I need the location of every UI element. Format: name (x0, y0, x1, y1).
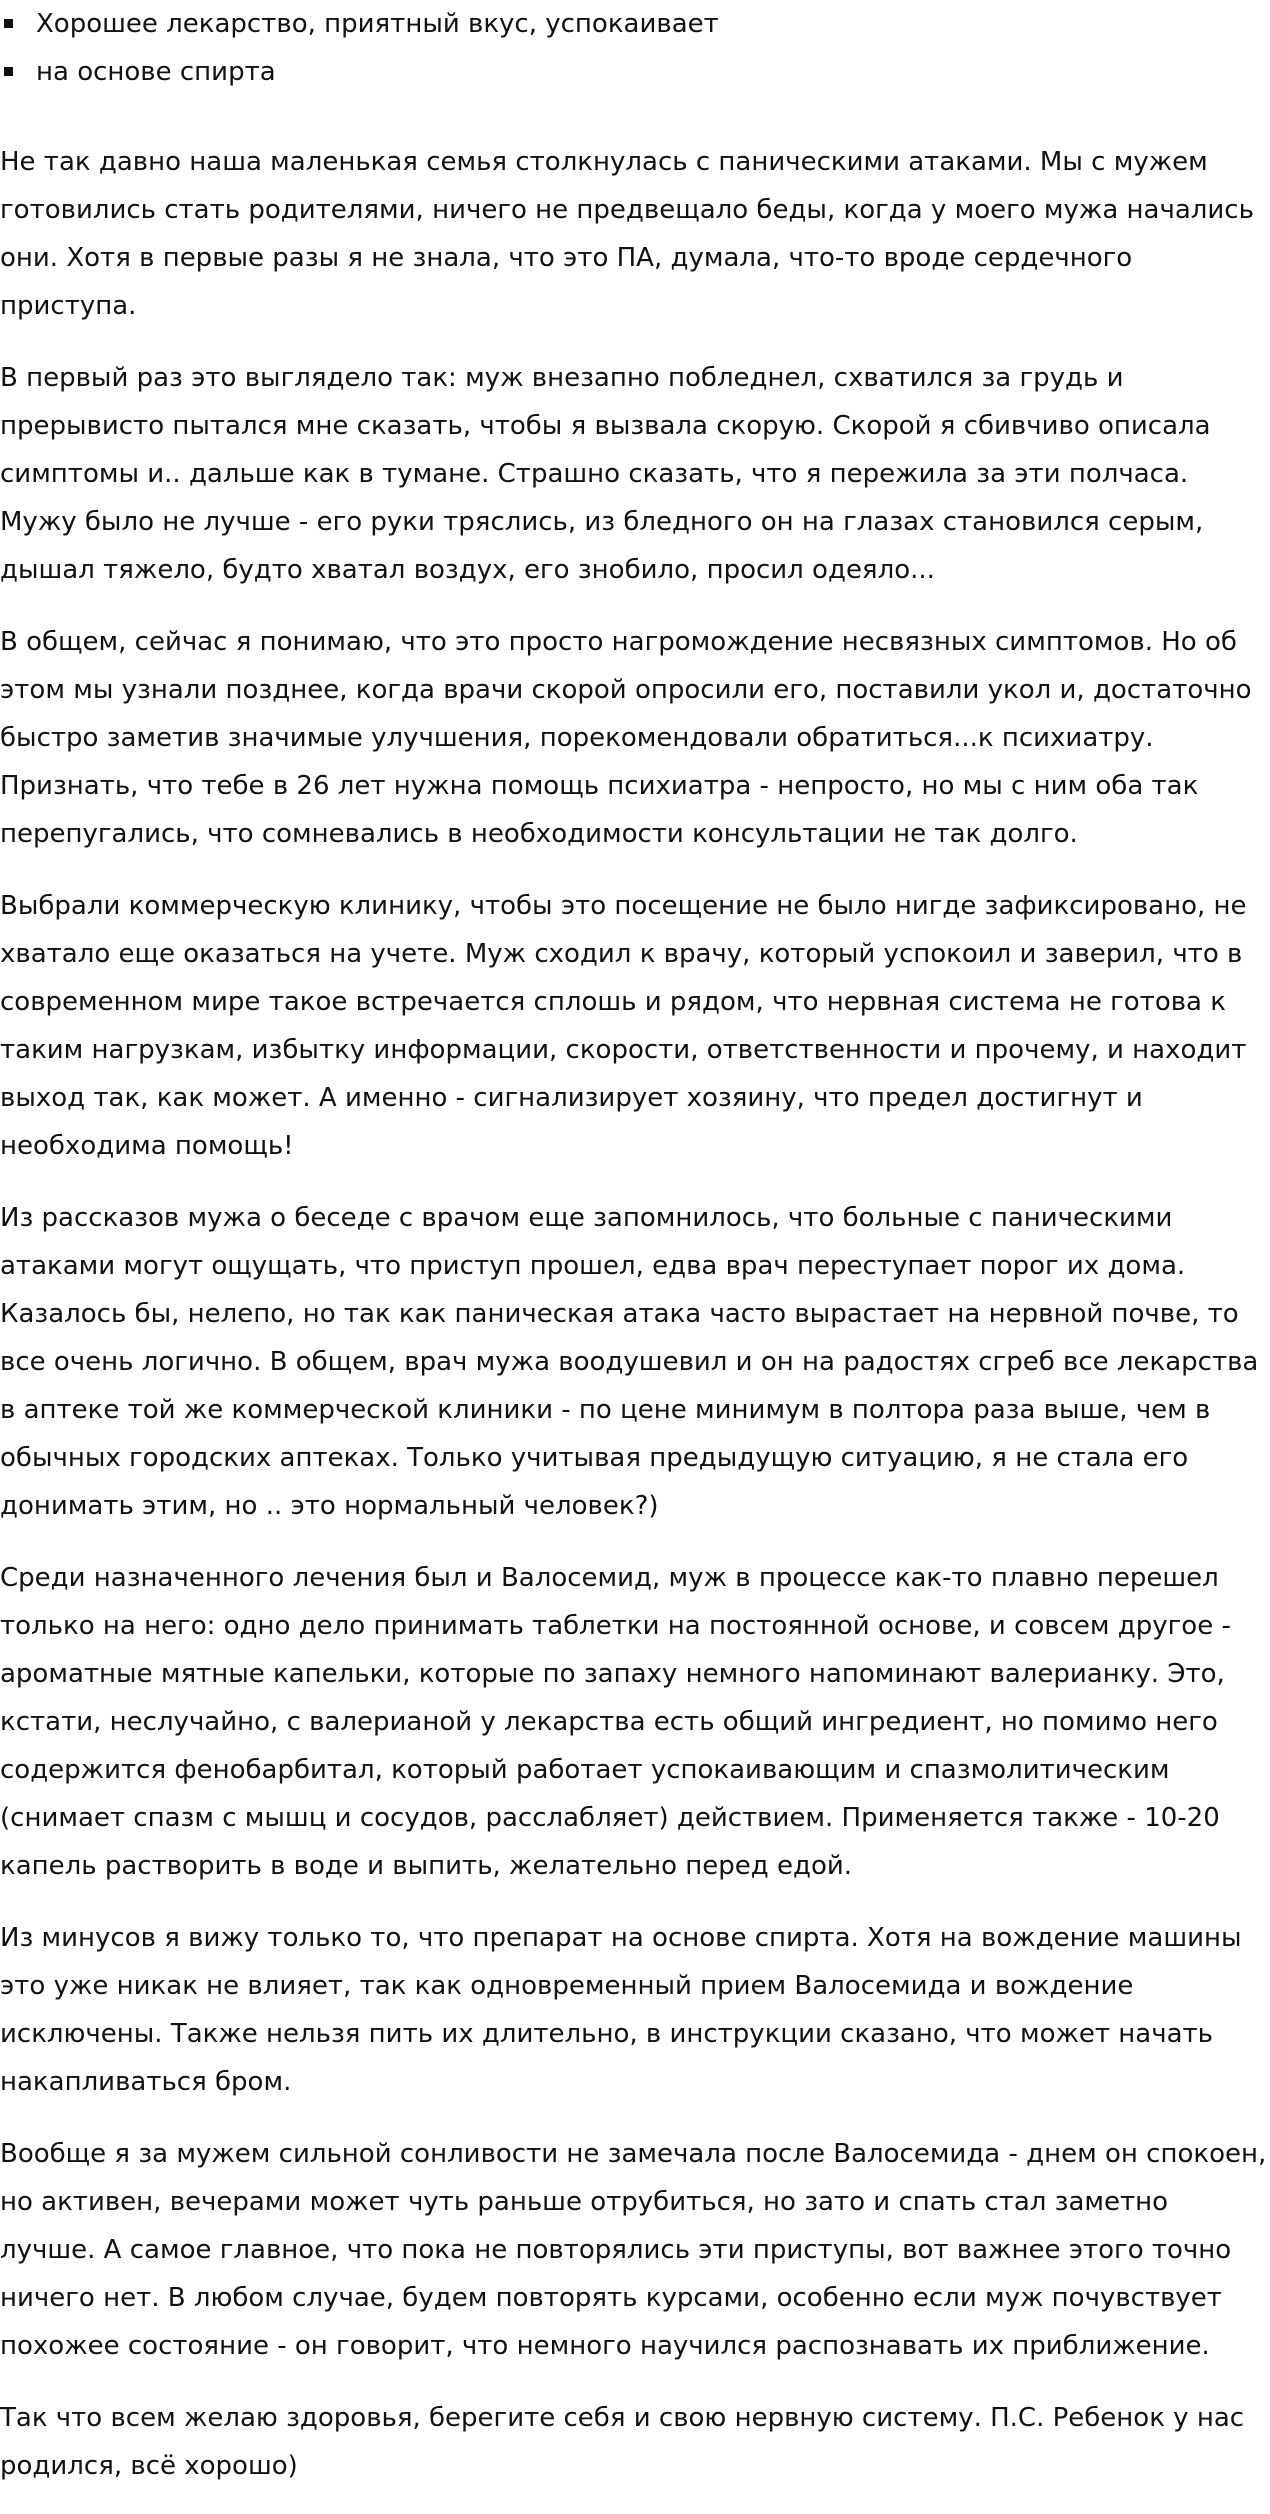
paragraph: Не так давно наша маленькая семья столкнулась с паническими атаками. Мы с мужем готовились стать родителями, ничего не предвещало беды, когда у моего мужа начались они. Хотя в первые разы я не знала, что это ПА, думала, что-то вроде сердечного приступа. (0, 147, 1254, 321)
square-bullet-icon (4, 19, 13, 28)
list-item (0, 48, 1270, 96)
review-body (0, 138, 1268, 2514)
cons-list (0, 0, 1270, 96)
paragraph: В первый раз это выглядело так: муж внезапно побледнел, схватился за грудь и прерывисто пытался мне сказать, чтобы я вызвала скорую. Скорой я сбивчиво описала симптомы и.. дальше как в тумане. Страшно сказать, что я пережила за эти полчаса. Мужу было не лучше - его руки тряслись, из бледного он на глазах становился серым, дышал тяжело, будто хватал воздух, его знобило, просил одеяло... (0, 363, 1211, 585)
square-bullet-icon (4, 67, 13, 76)
paragraph: Из минусов я вижу только то, что препарат на основе спирта. Хотя на вождение машины это уже никак не влияет, так как одновременный прием Валосемида и вождение исключены. Также нельзя пить их длительно, в инструкции сказано, что может начать накапливаться бром. (0, 1923, 1242, 2097)
paragraph: Среди назначенного лечения был и Валосемид, муж в процессе как-то плавно перешел только на него: одно дело принимать таблетки на постоянной основе, и совсем другое - ароматные мятные капельки, которые по запаху немного напоминают валерианку. Это, кстати, неслучайно, с валерианой у лекарства есть общий ингредиент, но помимо него содержится фенобарбитал, который работает успокаивающим и спазмолитическим (снимает спазм с мышц и сосудов, расслабляет) действием. Применяется также - 10-20 капель растворить в воде и выпить, желательно перед едой. (0, 1563, 1231, 1881)
paragraph: Так что всем желаю здоровья, берегите себя и свою нервную систему. П.С. Ребенок у нас родился, всё хорошо) (0, 2403, 1245, 2481)
paragraph: Выбрали коммерческую клинику, чтобы это посещение не было нигде зафиксировано, не хватало еще оказаться на учете. Муж сходил к врачу, который успокоил и заверил, что в современном мире такое встречается сплошь и рядом, что нервная система не готова к таким нагрузкам, избытку информации, скорости, ответственности и прочему, и находит выход так, как может. А именно - сигнализирует хозяину, что предел достигнут и необходима помощь! (0, 891, 1247, 1161)
list-item (0, 0, 1270, 48)
list-item-text: на основе спирта (36, 57, 276, 87)
list-item-text: Хорошее лекарство, приятный вкус, успокаивает (36, 9, 719, 39)
paragraph: В общем, сейчас я понимаю, что это просто нагромождение несвязных симптомов. Но об этом мы узнали позднее, когда врачи скорой опросили его, поставили укол и, достаточно быстро заметив значимые улучшения, порекомендовали обратиться...к психиатру. Признать, что тебе в 26 лет нужна помощь психиатра - непросто, но мы с ним оба так перепугались, что сомневались в необходимости консультации не так долго. (0, 627, 1252, 849)
paragraph: Из рассказов мужа о беседе с врачом еще запомнилось, что больные с паническими атаками могут ощущать, что приступ прошел, едва врач переступает порог их дома. Казалось бы, нелепо, но так как паническая атака часто вырастает на нервной почве, то все очень логично. В общем, врач мужа воодушевил и он на радостях сгреб все лекарства в аптеке той же коммерческой клиники - по цене минимум в полтора раза выше, чем в обычных городских аптеках. Только учитывая предыдущую ситуацию, я не стала его донимать этим, но .. это нормальный человек?) (0, 1203, 1259, 1521)
paragraph: Вообще я за мужем сильной сонливости не замечала после Валосемида - днем он спокоен, но активен, вечерами может чуть раньше отрубиться, но зато и спать стал заметно лучше. А самое главное, что пока не повторялись эти приступы, вот важнее этого точно ничего нет. В любом случае, будем повторять курсами, особенно если муж почувствует похожее состояние - он говорит, что немного научился распознавать их приближение. (0, 2139, 1267, 2361)
